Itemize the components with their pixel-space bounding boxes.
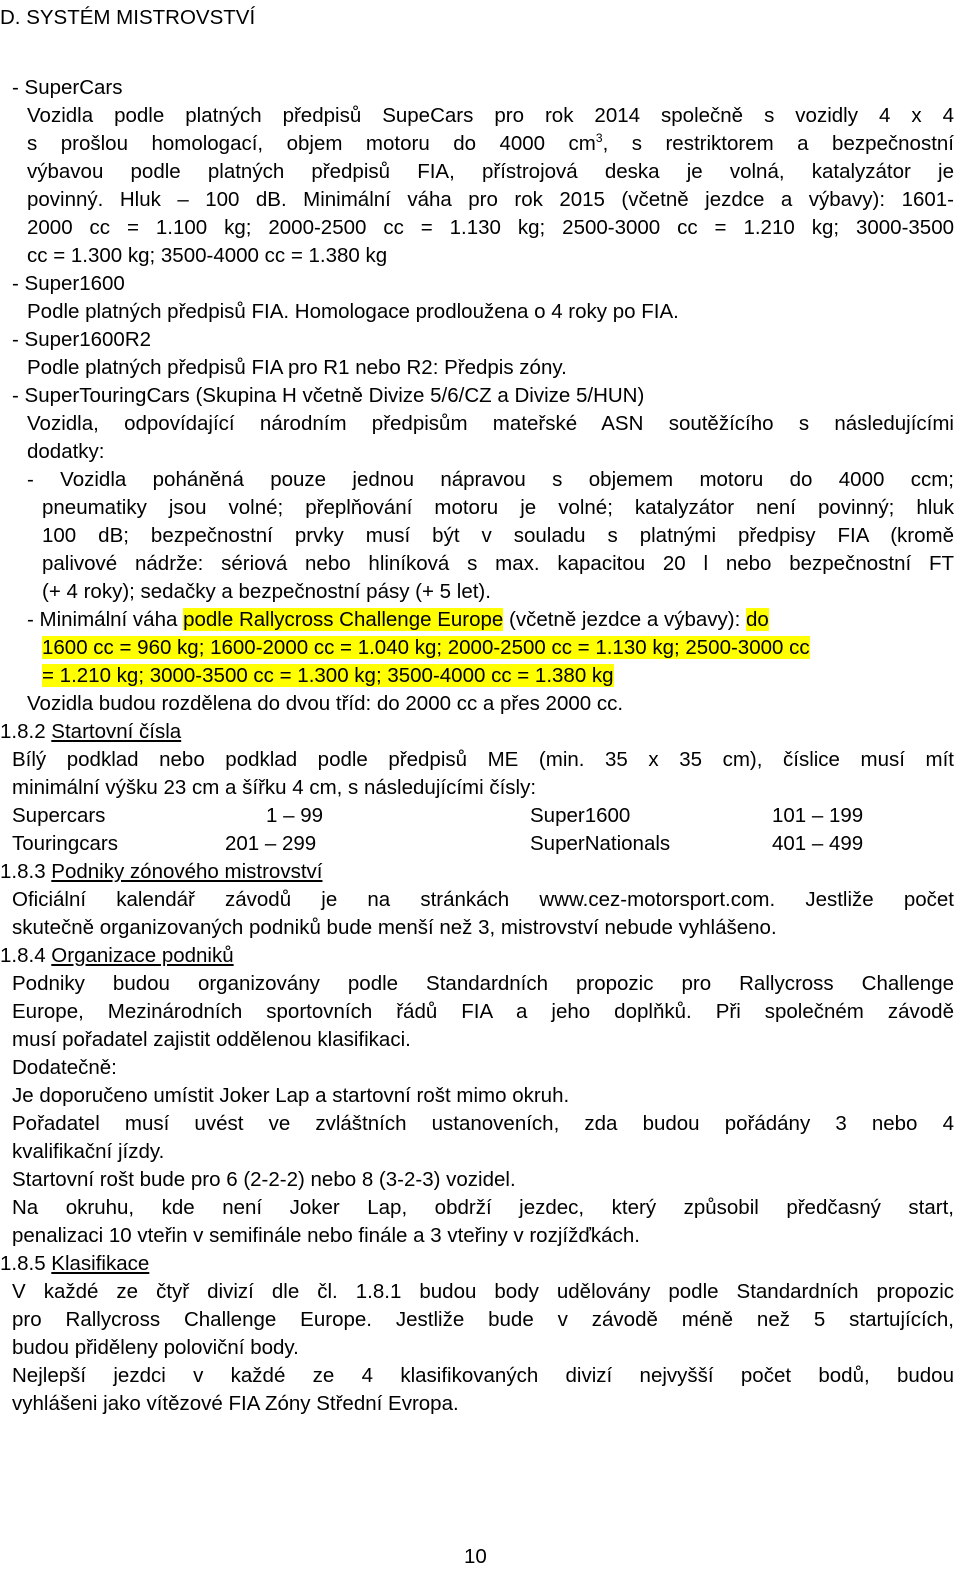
supercars-line-6: cc = 1.300 kg; 3500-4000 cc = 1.380 kg xyxy=(27,244,388,267)
touring-title: - SuperTouringCars (Skupina H včetně Divize 5/6/CZ a Divize 5/HUN) xyxy=(12,384,645,407)
super1600-title: - Super1600 xyxy=(12,272,125,295)
table-row-name: Touringcars xyxy=(12,832,118,855)
s184-line-8: Startovní rošt bude pro 6 (2-2-2) nebo 8 (3-2-3) vozidel. xyxy=(12,1168,516,1191)
s184-line-9: Na okruhu, kde není Joker Lap, obdrží jezdec, který způsobil předčasný start, xyxy=(12,1196,954,1219)
s184-line-10: penalizaci 10 vteřin v semifinále nebo finále a 3 vteřiny v rozjížďkách. xyxy=(12,1224,640,1247)
supercars-line-3: výbavou podle platných předpisů FIA, přístrojová deska je volná, katalyzátor je xyxy=(27,160,954,183)
s183-line-2: skutečně organizovaných podniků bude menší než 3, mistrovství nebude vyhlášeno. xyxy=(12,916,777,939)
s184-line-4: Dodatečně: xyxy=(12,1056,117,1079)
table-row-name2: SuperNationals xyxy=(530,832,671,855)
highlight-rce: podle Rallycross Challenge Europe xyxy=(183,608,504,631)
s185-line-2: pro Rallycross Challenge Europe. Jestliže bude v závodě méně než 5 startujících, xyxy=(12,1308,954,1331)
heading-1-8-5: 1.8.5 Klasifikace xyxy=(0,1252,150,1275)
super1600r2-title: - Super1600R2 xyxy=(12,328,152,351)
s185-line-4: Nejlepší jezdci v každé ze 4 klasifikovaných divizí nejvyšší počet bodů, budou xyxy=(12,1364,954,1387)
touring-line-6: palivové nádrže: sériová nebo hliníková s max. kapacitou 20 l nebo bezpečnostní FT xyxy=(42,552,954,575)
s185-line-1: V každé ze čtyř divizí dle čl. 1.8.1 budou body udělovány podle Standardních propozic xyxy=(12,1280,954,1303)
touring-line-7: (+ 4 roky); sedačky a bezpečnostní pásy (+ 5 let). xyxy=(42,580,491,603)
table-row-range2: 101 – 199 xyxy=(772,804,864,827)
table-row-range2: 401 – 499 xyxy=(772,832,864,855)
s185-line-3: budou přiděleny poloviční body. xyxy=(12,1336,299,1359)
s184-line-7: kvalifikační jízdy. xyxy=(12,1140,165,1163)
s184-line-6: Pořadatel musí uvést ve zvláštních ustanoveních, zda budou pořádány 3 nebo 4 xyxy=(12,1112,954,1135)
table-row-name: Supercars xyxy=(12,804,106,827)
s184-line-2: Europe, Mezinárodních sportovních řádů FIA a jeho doplňků. Při společném závodě xyxy=(12,1000,954,1023)
table-row-name2: Super1600 xyxy=(530,804,631,827)
split-note: Vozidla budou rozdělena do dvou tříd: do 2000 cc a přes 2000 cc. xyxy=(27,692,624,715)
heading-1-8-3: 1.8.3 Podniky zónového mistrovství xyxy=(0,860,323,883)
weight-line-3: = 1.210 kg; 3000-3500 cc = 1.300 kg; 3500-4000 cc = 1.380 kg xyxy=(42,664,614,687)
super1600r2-text: Podle platných předpisů FIA pro R1 nebo R2: Předpis zóny. xyxy=(27,356,567,379)
heading-1-8-4: 1.8.4 Organizace podniků xyxy=(0,944,234,967)
touring-line-1: Vozidla, odpovídající národním předpisům mateřské ASN soutěžícího s následujícími xyxy=(27,412,954,435)
s184-line-5: Je doporučeno umístit Joker Lap a startovní rošt mimo okruh. xyxy=(12,1084,570,1107)
heading-1-8-2: 1.8.2 Startovní čísla xyxy=(0,720,182,743)
s182-line-2: minimální výšku 23 cm a šířku 4 cm, s následujícími čísly: xyxy=(12,776,537,799)
s184-line-3: musí pořadatel zajistit oddělenou klasifikaci. xyxy=(12,1028,411,1051)
supercars-title: - SuperCars xyxy=(12,76,123,99)
s182-line-1: Bílý podklad nebo podklad podle předpisů ME (min. 35 x 35 cm), číslice musí mít xyxy=(12,748,954,771)
s185-line-5: vyhlášeni jako vítězové FIA Zóny Střední Evropa. xyxy=(12,1392,459,1415)
section-heading: D. SYSTÉM MISTROVSTVÍ xyxy=(0,6,256,29)
super1600-text: Podle platných předpisů FIA. Homologace prodloužena o 4 roky po FIA. xyxy=(27,300,679,323)
highlight-do: do xyxy=(746,608,769,631)
supercars-line-4: povinný. Hluk – 100 dB. Minimální váha pro rok 2015 (včetně jezdce a výbavy): 1601- xyxy=(27,188,954,211)
table-row-range: 201 – 299 xyxy=(225,832,317,855)
s183-line-1: Oficiální kalendář závodů je na stránkách www.cez-motorsport.com. Jestliže počet xyxy=(12,888,954,911)
supercars-line-1: Vozidla podle platných předpisů SupeCars pro rok 2014 společně s vozidly 4 x 4 xyxy=(27,104,954,127)
touring-line-4: pneumatiky jsou volné; přeplňování motoru je volné; katalyzátor není povinný; hluk xyxy=(42,496,954,519)
supercars-line-5: 2000 cc = 1.100 kg; 2000-2500 cc = 1.130 kg; 2500-3000 cc = 1.210 kg; 3000-3500 xyxy=(27,216,954,239)
supercars-line-2: s prošlou homologací, objem motoru do 4000 $cm^3$, s restriktorem a bezpečnostní xyxy=(27,131,954,155)
touring-line-3: - Vozidla poháněná pouze jednou nápravou s objemem motoru do 4000 ccm; xyxy=(27,468,954,491)
table-row-range: 1 – 99 xyxy=(266,804,323,827)
s184-line-1: Podniky budou organizovány podle Standardních propozic pro Rallycross Challenge xyxy=(12,972,954,995)
page-number: 10 xyxy=(464,1545,487,1568)
weight-line-2: 1600 cc = 960 kg; 1600-2000 cc = 1.040 kg; 2000-2500 cc = 1.130 kg; 2500-3000 cc xyxy=(42,636,810,659)
touring-line-5: 100 dB; bezpečnostní prvky musí být v souladu s platnými předpisy FIA (kromě xyxy=(42,524,954,547)
weight-line-1: - Minimální váha podle Rallycross Challenge Europe (včetně jezdce a výbavy): do xyxy=(27,608,769,631)
touring-line-2: dodatky: xyxy=(27,440,105,463)
